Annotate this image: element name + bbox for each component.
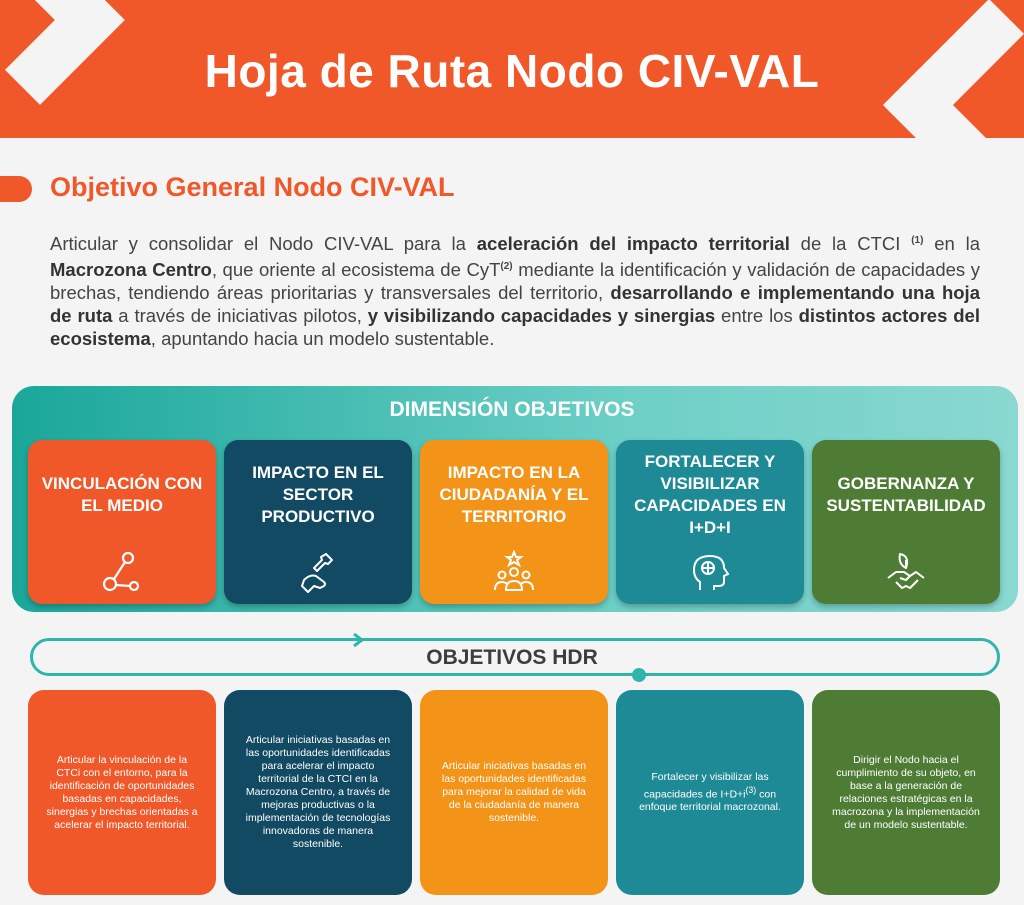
network-nodes-icon: [100, 550, 144, 594]
dimension-card-gobernanza: [812, 440, 1000, 604]
dimension-title: DIMENSIÓN OBJETIVOS: [389, 398, 635, 421]
hdr-card-text: Articular iniciativas basadas en las oportunidades identificadas para mejorar la calidad de vida de la ciudadanía de manera sostenible.: [441, 760, 587, 824]
dimension-card-ciudadania: [420, 440, 608, 604]
hdr-card-vinculacion: [28, 690, 216, 895]
hdr-card-sector-productivo: [224, 690, 412, 895]
head-brain-icon: [688, 550, 732, 594]
dimension-card-capacidades: [616, 440, 804, 604]
hdr-card-ciudadania: [420, 690, 608, 895]
hdr-card-capacidades: [616, 690, 804, 895]
dimension-card-label: FORTALECER Y VISIBILIZAR CAPACIDADES EN I+D+I: [634, 452, 786, 537]
page-header: [0, 0, 1024, 138]
hdr-card-text: Articular iniciativas basadas en las oportunidades identificadas para acelerar el impacto territorial de la CTCI en la Macrozona Centro, a través de mejoras productivas o la implementación de tecnologías innovadoras de manera sostenible.: [245, 734, 391, 850]
hdr-title: OBJETIVOS HDR: [426, 646, 598, 669]
hdr-card-gobernanza: [812, 690, 1000, 895]
dimension-card-label: IMPACTO EN EL SECTOR PRODUCTIVO: [252, 463, 384, 526]
dimension-card-label: VINCULACIÓN CON EL MEDIO: [41, 474, 203, 515]
section-marker: [0, 176, 32, 202]
hdr-card-text: Articular la vinculación de la CTCi con el entorno, para la identificación de oportunidades basadas en capacidades, sinergias y brechas orientadas a acelerar el impacto territorial.: [46, 753, 198, 831]
page-title: Hoja de Ruta Nodo CIV-VAL: [204, 45, 820, 97]
objective-title: Objetivo General Nodo CIV-VAL: [50, 172, 455, 202]
objective-text: Articular y consolidar el Nodo CIV-VAL para la aceleración del impacto territorial de la CTCI $^{(1)}$ en la Macrozona Centro, que oriente al ecosistema de CyT$^{(2)}$ mediante la identificación y validación de capacidades y brechas, tendiendo áreas prioritarias y transversales del territorio, desarrollando e implementando una hoja de ruta a través de iniciativas pilotos, y visibilizando capacidades y sinergias entre los distintos actores del ecosistema, apuntando hacia un modelo sustentable.: [50, 233, 981, 350]
dimension-card-vinculacion: [28, 440, 216, 604]
hdr-bar-dot: [632, 668, 646, 682]
people-star-icon: [492, 550, 536, 594]
handshake-leaf-icon: [884, 550, 928, 594]
dimension-card-sector-productivo: [224, 440, 412, 604]
wrench-hand-icon: [296, 550, 340, 594]
hdr-card-text: Fortalecer y visibilizar las capacidades de $I+D+i^{(3)}$ con enfoque territorial macrozonal.: [639, 770, 781, 814]
dimension-card-label: IMPACTO EN LA CIUDADANÍA Y EL TERRITORIO: [439, 463, 589, 526]
hdr-card-text: Dirigir el Nodo hacia el cumplimiento de su objeto, en base a la generación de relaciones estratégicas en la macrozona y la implementación de un modelo sustentable.: [832, 753, 980, 831]
dimension-card-label: GOBERNANZA Y SUSTENTABILIDAD: [826, 474, 986, 515]
